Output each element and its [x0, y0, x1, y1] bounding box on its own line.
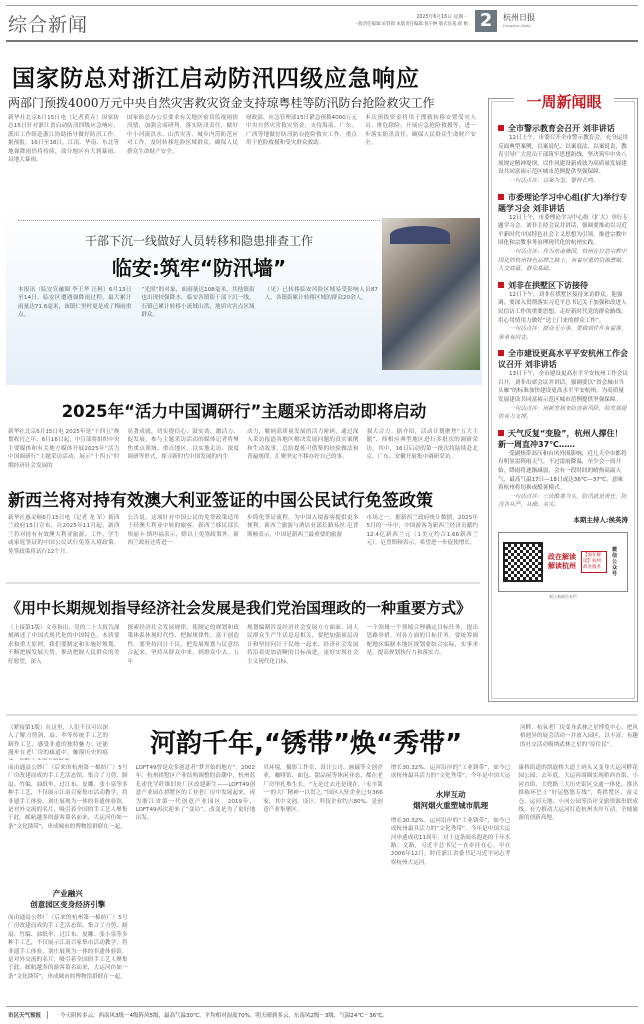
item-comment: 一句话点评：群众无小事，要做到件件有着落、事事有回音。 [498, 326, 627, 341]
linan-body [18, 286, 378, 370]
sidebar-item[interactable] [498, 123, 628, 186]
lead-subhead: 两部门预拨4000万元中央自然灾害救灾资金支持琼粤桂等防汛防台抢险救灾工作 [8, 96, 435, 110]
item-title: 全市警示教育会召开 刘非讲话 [508, 124, 615, 133]
host-credit: 本期主持人:侯英涛 [573, 516, 628, 524]
paragraph: 公告说，这项针对中国公民的免签政策适用于经澳大利亚中转的旅客。新西兰移民部长埃丽卡·斯坦福表示，除以上免签政策外，新西兰政府还将进一 [127, 515, 239, 547]
item-title: 全市建设更高水平平安杭州工作会议召开 刘非讲话 [498, 349, 628, 370]
paragraph: 动力，解码高质量发展的活力密码，通过深入采访报道各地区解决发展问题的真实案例和生动故事，总结提炼可借鉴的经验做法和普遍规律，汇聚坚定不移办好自己的事。 [247, 429, 359, 461]
paragraph: 增长30.32%。运河沿岸的“工业锈带”，如今已成杭州最具活力的“文化秀带”。今年是中国大运河申遗成功11周年。对于这条闻名遐迩的千年水路、文路，习近平总书记一直牵挂在心。早在2006年12月，时任浙江省委书记习近平同志考察杭州大运河。 [390, 817, 511, 866]
bullet-icon [498, 430, 504, 436]
nz-headline: 新西兰将对持有效澳大利亚签证的中国公民试行免签政策 [8, 491, 433, 511]
paragraph: 新华社惠灵顿6月15日电（记者 龙 军）新西兰政府15日宣布，自2025年11月起，新西兰将对持有有效澳大利亚旅游、工作、学生或家庭签证的中国公民试行免签入境政策。免签政策将试行12个月。 [8, 515, 120, 555]
paragraph: 步简化签证流程，为中国入境游客提供更多便利。新西兰旅游与酒店业部长路易丝·厄普斯顿表示，中国是新西兰最重要的旅游 [247, 515, 359, 538]
sidebar-item[interactable] [498, 428, 628, 510]
divider [6, 582, 480, 584]
subsection-title: 水岸互动 [435, 789, 466, 799]
paragraph: 本报讯（临安宣融圈 李王华 汪柯）6月13日至14日，临安区遭遇强降雨过程，最大累计雨量达71.6毫米，该镇仁里村更是成了梅雨重点。 [18, 287, 132, 319]
bullet-icon [498, 350, 504, 356]
umbrella-icon [390, 226, 450, 244]
canal-headline: 河韵千年,“锈带”焕“秀带” [150, 729, 463, 759]
qr-code-icon[interactable] [503, 542, 543, 582]
subsection-title: 创意园区变身经济引擎 [30, 900, 106, 909]
paragraph: （上接第1版）文章指出，党的二十大报告深刻阐述了中国式现代化的中国特色、本质要求和重大原则，我们要制定和实施好规划，不断把握发展大势，推动把握人民群众的美好愿望，深入 [8, 625, 120, 665]
header-rule [6, 40, 638, 42]
page-number: 2 [475, 10, 497, 32]
qr-slogan: 政在解读 解读杭州 [548, 553, 576, 570]
flood-photo [382, 218, 480, 370]
bullet-icon [498, 125, 504, 131]
paragraph: 一个领域一个领域合理确定目标任务，提出思路举措。对各方面的目标任务，要统筹调配地区编制本地区规划要结合实际，实事求是，提高规划执行力和落实力。 [366, 625, 478, 657]
item-title: 市委理论学习中心组(扩大)举行专题学习会 刘非讲话 [498, 192, 628, 213]
sidebar-item[interactable] [498, 280, 628, 343]
vitality-headline: 2025年“活力中国调研行”主题采访活动即将启动 [61, 402, 427, 421]
qr-right: 微信公众号 [612, 547, 618, 577]
vitality-body [8, 428, 478, 472]
plan-headline: 《用中长期规划指导经济社会发展是我们党治国理政的一种重要方式》 [6, 599, 472, 617]
canal-body [8, 764, 638, 1002]
paragraph: 强大合力。据介绍，活动计划聚焦“五大主题”，择相应典型地区进行多批次的调研采访。其中，16日启动的第一批次将陆续赴北京、广东、安徽开展集中调研采访。 [366, 429, 478, 461]
item-title: 刘非在拱墅区下访接待 [508, 280, 588, 290]
subsection-title: 烟河烟火重塑城市肌理 [413, 800, 489, 810]
item-comment: 一句话点评：用新发展来防范新风险，给发展提供有力支撑。 [498, 405, 627, 421]
item-text: 12日上午，市委理论学习中心组（扩大）举行专题学习会。刘非主持会议并讲话，强调要推动以习近平新时代中国特色社会主义思想为引领，推进宗教中国化和宗教事务治理现代化的杭州实践。 [498, 214, 628, 247]
paragraph: 显著成就，切实提信心、鼓实劲、激活力、促发展。参与主题采访活动的媒体记者将聚焦重点领域、重点地区，以实地走访、深度调研等形式，探寻新时代中国发展的内生 [127, 429, 239, 461]
paragraph: 而由通益公纱厂（后来的杭州第一棉纺厂）5号厂房改建而成的手工艺活态馆，集合了刀剪、制扇、竹编、油纸伞、过江布、皮雕、张小泉等多种手工艺，不仅展示江南百家集市活动教学，将非遗手工体验、刘庄展现为一体的非遗体验馆，是对外交流的名片，吸引着全国的手工艺人聚集于此。邮航越多的游客慕名而来，大运河仿如一条“文化锈带”，串成城市的博物馆群联在一起。 [8, 915, 128, 980]
footer-rule [6, 1006, 638, 1007]
qr-promo [498, 532, 628, 592]
linan-kicker: 干部下沉一线做好人员转移和隐患排查工作 [84, 234, 313, 248]
paragraph: 国家防总办公室要求有关地区密切监视雨情汛情，加强会商研判，落实防汛责任，做好中小河流洪水、山洪灾害、城乡内涝防范应对工作，及时转移危险区域群众，确保人民群众生命财产安全。 [127, 115, 238, 155]
linan-headline: 临安:筑牢“防汛墙” [111, 256, 287, 280]
paragraph: 而由通益公纱厂（后来的杭州第一棉纺厂）5号厂房改建而成的手工艺活态馆，集合了刀剪、制扇、竹编、油纸伞、过江布、皮雕、张小泉等多种手工艺，不仅展示江南百家集市活动教学，将非遗手工体验、刘庄展现为一体的非遗体验馆，是对外交流的名片，吸引着全国的手工艺人聚集于此。邮航越多的游客慕名而来，大运河仿如一条“文化锈带”，串成城市的博物馆群联在一起。 [8, 765, 128, 830]
item-text: 12日下午，刘非在拱墅区接待来访群众。他强调，要深入贯彻落实习近平总书记关于加强和改进人民信访工作的重要思想，走好新时代党的群众路线，用心用情用力做好“送上门来的群众工作”。 [498, 291, 627, 324]
item-text: 12日上午，市委召开全市警示教育会，充分运用反面典型案例，以案说纪、以案说法、以案说责，教育引导广大党员干部筑牢思想防线，坚决筑牢中央八项规定精神堤坝，以作风建设新成效为高质量发展建设共同富裕示范区城市范例提供坚强保障。 [498, 135, 628, 176]
paper-logo-en: Hangzhou Daily [503, 24, 531, 28]
weekly-news-sidebar [488, 93, 638, 702]
paragraph: 市场之一。据新西兰政府统计数据，2025年5月的一年中，中国游客为新西兰经济贡献约12.4亿新西兰元（1美元约合1.66新西兰元）。厄普斯顿表示，希望进一步促使增长。 [366, 515, 478, 547]
paragraph: （见）已转移临安风险区域易受影响人员87人，各镇街累计转移区域的群众20余人。 [264, 287, 378, 302]
paragraph: “光照”的对象，面雨量达108毫米。其他镇街也出现较强降水。临安各镇街干部下沉一线，石镇已累计转移小流域山洪、地质灾害点区域群众。 [141, 287, 255, 319]
sidebar-item[interactable] [498, 192, 628, 274]
bullet-icon [498, 282, 504, 288]
item-comment: 一句话点评：三伏酷暑当头，防汛就是责任，防汛各从严、从细、从实。 [498, 493, 627, 509]
paragraph: 探索经济社会发展规律，使制定的规划和政策体系体现时代性、把握规律性、富于创造性。要坚持问计于民，把发展规划与民意结合起来，坚持从群众中来、到群众中去。五年 [127, 625, 239, 665]
sidebar-title: 一周新闻眼 [514, 91, 614, 112]
paragraph: 康桥街道的凯旋桥大道上码头又变身大运河畔花园公园；去年底，大运河商圈实现桥西直街、小河直街、大兜路三大历史街区交通一体化，推出推陈环巴士“好运悠悠专线”，将拱墅区、富义仓、运河天地、小河公园等沿岸文旅资源串联成线，有力推动大运河打造杭州水岸互动、全域旅游的创新高地。 [518, 765, 638, 822]
bullet-icon [498, 194, 504, 200]
nz-body [8, 514, 478, 572]
qr-side: 【面在解读】杭州政务服务 [581, 551, 607, 573]
lead-headline: 国家防总对浙江启动防汛四级应急响应 [12, 66, 420, 92]
canal-right-intro: 河畔，杭氧老厂房变身武林之星博览中心，把风格迥异的展会活动一并放入园区，以丰富、有趣的社交活动吸纳武林之星的“原住民”。 [520, 725, 638, 748]
paragraph: 新华社北京6月15日电 2025年是“十四五”规划收官之年。6月16日起，中宣部将组织中央主要媒体和有关地方媒体开展2025年“活力中国调研行”主题采访活动，展示“十四五”时期经济社会发展的 [8, 429, 120, 469]
item-title: 天气反复“变脸”，杭州人撑住！新一周直冲37℃…… [498, 428, 623, 449]
plan-body [8, 624, 478, 706]
paragraph: 本次预拨资金将用于搜救转移安置受灾人员、排危除险、开展应急抢险救援等，进一步落实防汛责任，确保人民群众生命财产安全。 [365, 115, 476, 147]
sidebar-item[interactable] [498, 348, 628, 422]
item-text: 13日下午，全市建设更高水平平安杭州工作会议召开。刘非出席会议并讲话，强调要以“省会城市当头雁”的标准加快建设更高水平平安杭州，为高质量发展建设共同富裕示范区城市范例提供坚强保障。 [498, 371, 628, 404]
paragraph: 贝环境。摄影工作室、设计公司、画廊等文创企业，咖啡馆、面包、甜品屋等休闲业态，都在老厂房里扎堆生长。“无论过去还是现在，‘永辛第一’的大厂精神一以贯之。”园区入驻企业已有366家，其中文创、设计、科技企业约占80%，是创意产业集聚区。 [263, 765, 383, 814]
item-comment: 一句话点评：以案为鉴、警钟长鸣。 [509, 177, 599, 184]
weather-label: 市区天气预报 [8, 1011, 48, 1019]
weather-text: 今天阴转多云，西南风3级－4级阵风5级，最高气温30℃，平均相对湿度70%。明天晴到多云，东南风2级－3级，气温24℃－36℃。 [60, 1013, 388, 1019]
paragraph: 增长30.32%。运河沿岸的“工业锈带”，如今已成杭州最具活力的“文化秀带”。今年是中国大运 [390, 765, 511, 780]
paper-logo: 杭州日报 [503, 13, 535, 22]
paragraph: LOFT49曾是众多创意者“梦开始的地方”。2002年，杭州拱墅区产业结构调整的浪潮中，杭州蓝孔雀化学纤维旧址厂区改建新生——LOFT49创意产业园在拱墅区的工业老厂房中发展起来，成为浙江省第一代创意产业园区。2019年，LOFT49再次迎来了“变局”，改变是为了更好地出发。 [135, 765, 256, 822]
section-title: 综合新闻 [8, 14, 89, 36]
item-text: 受副热带高压和台风外围影响，近几天全市都将有明显雷阵雨天气。不过雷雨降温，至少会一周开始，降雨将逐渐减弱，会有一段时间的晴热高温天气，最高气温17日—18日或达36℃—37℃，意味着杭州将切换成酷暑模式。 [498, 450, 627, 492]
canal-intro: （紧接第1版）在这里，人们不仅可以深入了解刀剪剑、扇、伞等传统手工艺的制作工艺，感受非遗的独特魅力；还能漫步在老厂房的廊道中，触摸历史的痕 [8, 725, 108, 757]
lead-body [8, 114, 476, 206]
item-comment: 一句话点评：作为东南佛国，杭州在打造宗教中国化的杭州特色品牌之路上，有着厚重的资源禀赋、人文底蕴、群众基础。 [498, 248, 627, 273]
editor-credits: 一版责任编辑:宋铁郎 本版责任编辑:倪宇翀 版式昆羞:俞 帆 [353, 22, 468, 27]
paragraph: 财政部、应急管理部15日紧急预拨4000万元中央自然灾害救灾资金，支持海南、广东、广西等地做好防汛防台抢险救灾工作，重点用于抢险救援和受灾群众救助。 [246, 115, 357, 147]
subsection-title: 产业融兴 [52, 889, 83, 898]
paragraph: 新华社北京6月15日电（记者黄垚）国家防总15日针对浙江省启动防汛四级应急响应，派出工作组赴浙江协助指导做好防汛工作。据预报，16日至18日，江南、华南、东北等地强降雨仍将持续，部分地区有大到暴雨，局地大暴雨。 [8, 115, 119, 164]
dotted-rule [18, 220, 380, 221]
top-rule [6, 5, 638, 6]
issue-date: 2025年6月16日 星期一 [416, 15, 468, 20]
paragraph: 规划编制涉及经济社会发展方方面面，同人民群众生产生活息息相关，要把加强顶层设计和坚持问计于民统一起来，经济社会发展将沿着更加清晰的目标前进，更好实现社会主义现代化目标。 [247, 625, 359, 665]
divider [6, 714, 638, 716]
qr-footer: 浙江新闻名专栏 [549, 594, 577, 599]
